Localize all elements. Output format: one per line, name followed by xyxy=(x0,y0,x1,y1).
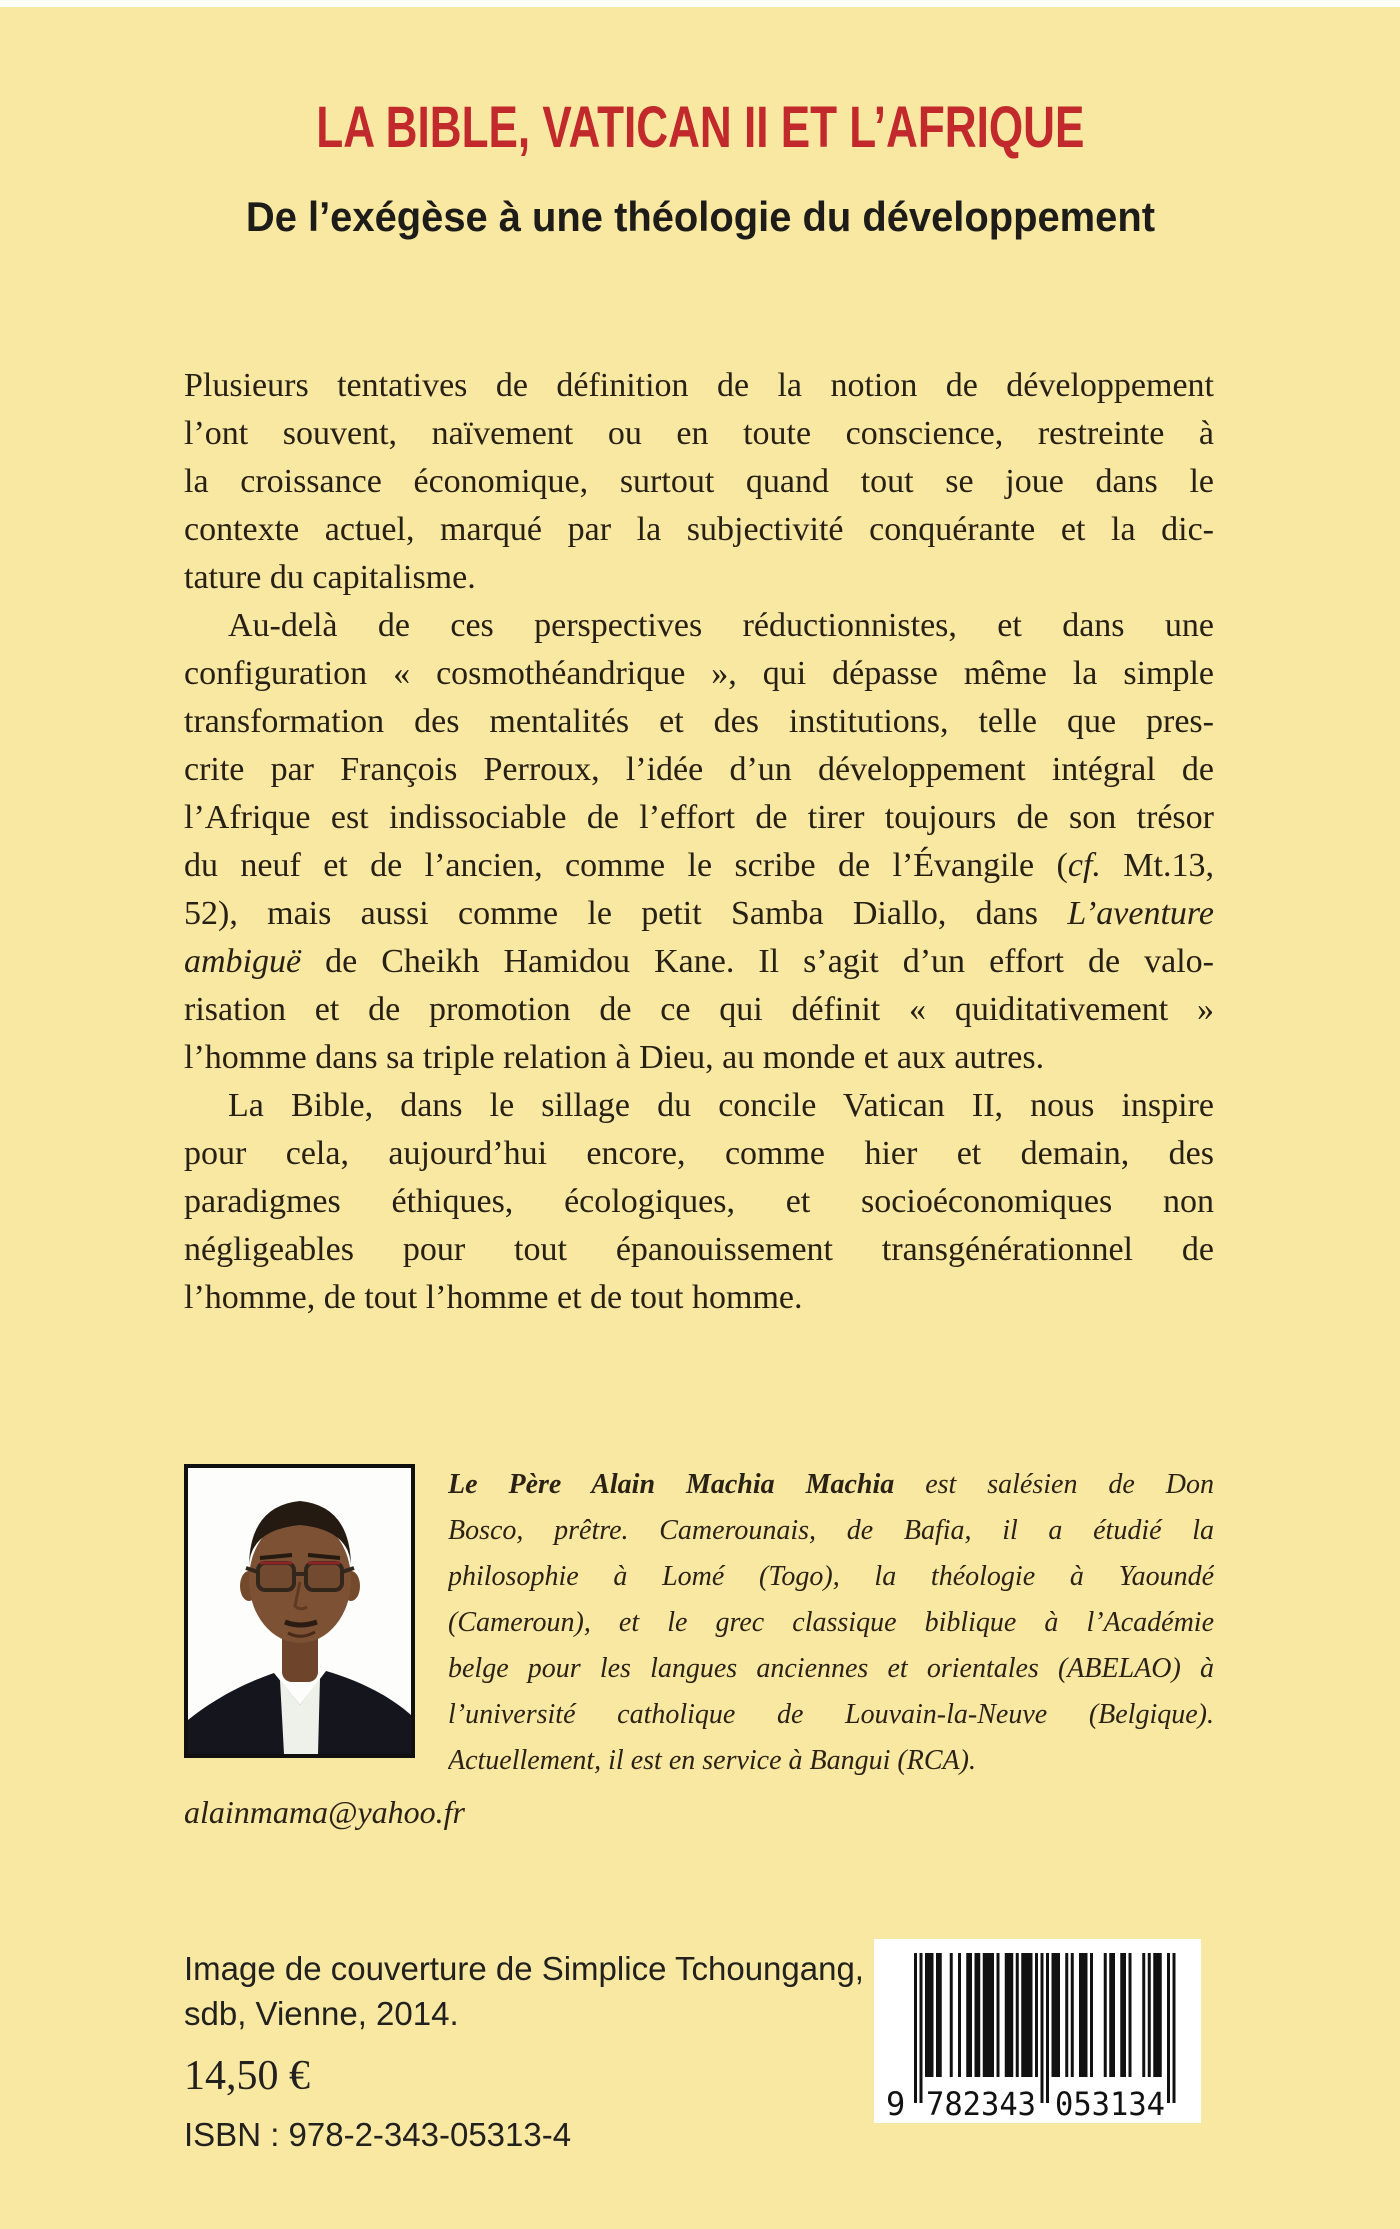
text-segment: l’université catholique de Louvain-la-Neuve (Belgique). xyxy=(448,1699,1214,1730)
text-line xyxy=(448,1554,1214,1600)
credit-line-2: sdb, Vienne, 2014. xyxy=(184,1995,459,2032)
text-line xyxy=(184,794,1214,842)
text-line xyxy=(448,1462,1214,1508)
text-segment: philosophie à Lomé (Togo), la théologie à Yaoundé xyxy=(448,1561,1214,1592)
text-line xyxy=(184,698,1214,746)
text-segment: Bosco, prêtre. Camerounais, de Bafia, il a étudié la xyxy=(448,1515,1214,1546)
text-segment: l’Afrique est indissociable de l’effort de tirer toujours de son trésor xyxy=(184,799,1214,836)
text-segment: configuration « cosmothéandrique », qui dépasse même la simple xyxy=(184,655,1214,692)
text-segment: transformation des mentalités et des institutions, telle que pres- xyxy=(184,703,1214,740)
text-line xyxy=(448,1508,1214,1554)
book-title: LA BIBLE, VATICAN II ET L’AFRIQUE xyxy=(315,95,1085,160)
text-line xyxy=(184,1034,1214,1082)
text-line xyxy=(184,650,1214,698)
text-segment: ambiguë xyxy=(184,943,302,980)
text-segment: Au-delà de ces perspectives réductionnistes, et dans une xyxy=(228,607,1214,644)
isbn-number: ISBN : 978-2-343-05313-4 xyxy=(184,2116,572,2153)
text-line xyxy=(448,1692,1214,1738)
text-segment: risation et de promotion de ce qui définit « quiditativement » xyxy=(184,991,1214,1028)
author-photo xyxy=(184,1464,415,1758)
price: 14,50 € xyxy=(184,2053,310,2099)
scan-edge xyxy=(0,0,1400,7)
text-segment: négligeables pour tout épanouissement transgénérationnel de xyxy=(184,1231,1214,1268)
text-line xyxy=(184,1274,1214,1322)
text-segment: Mt.13, xyxy=(1100,847,1214,884)
text-segment: La Bible, dans le sillage du concile Vatican II, nous inspire xyxy=(228,1087,1214,1124)
book-subtitle: De l’exégèse à une théologie du développement xyxy=(245,193,1155,240)
text-segment: paradigmes éthiques, écologiques, et socioéconomiques non xyxy=(184,1183,1214,1220)
text-line xyxy=(184,554,1214,602)
text-line xyxy=(184,938,1214,986)
text-line xyxy=(184,842,1214,890)
cover-image-credit xyxy=(184,1946,864,2036)
text-line xyxy=(448,1646,1214,1692)
text-segment: Le Père Alain Machia Machia xyxy=(448,1469,895,1500)
text-line xyxy=(184,1082,1214,1130)
text-line xyxy=(184,506,1214,554)
text-line xyxy=(448,1600,1214,1646)
text-line xyxy=(184,602,1214,650)
text-segment: est salésien de Don xyxy=(894,1469,1214,1500)
barcode-digits-left: 782343 xyxy=(926,2085,1036,2123)
text-segment: tature du capitalisme. xyxy=(184,559,476,596)
text-line xyxy=(184,458,1214,506)
text-segment: cf. xyxy=(1067,847,1101,884)
barcode-svg xyxy=(874,1939,1201,2123)
text-segment: Plusieurs tentatives de définition de la notion de développement xyxy=(184,367,1214,404)
body-text xyxy=(184,362,1214,1322)
author-email: alainmama@yahoo.fr xyxy=(184,1794,465,1830)
barcode xyxy=(874,1939,1201,2123)
barcode-digits-right: 053134 xyxy=(1055,2085,1165,2123)
text-line xyxy=(448,1738,1214,1784)
text-segment: Actuellement, il est en service à Bangui (RCA). xyxy=(448,1745,976,1776)
author-photo-illustration xyxy=(188,1468,411,1754)
text-segment: contexte actuel, marqué par la subjectivité conquérante et la dic- xyxy=(184,511,1214,548)
text-segment: (Cameroun), et le grec classique biblique à l’Académie xyxy=(448,1607,1214,1638)
text-line xyxy=(184,986,1214,1034)
text-line xyxy=(184,410,1214,458)
text-segment: la croissance économique, surtout quand tout se joue dans le xyxy=(184,463,1214,500)
text-line xyxy=(184,890,1214,938)
text-segment: de Cheikh Hamidou Kane. Il s’agit d’un effort de valo- xyxy=(301,943,1214,980)
text-segment: du neuf et de l’ancien, comme le scribe de l’Évangile ( xyxy=(184,847,1068,884)
author-bio xyxy=(448,1462,1214,1784)
text-segment: pour cela, aujourd’hui encore, comme hier et demain, des xyxy=(184,1135,1214,1172)
text-line xyxy=(184,362,1214,410)
text-segment: l’homme dans sa triple relation à Dieu, au monde et aux autres. xyxy=(184,1039,1045,1076)
text-line xyxy=(184,1226,1214,1274)
text-line xyxy=(184,1178,1214,1226)
text-line xyxy=(184,1130,1214,1178)
text-segment: 52), mais aussi comme le petit Samba Diallo, dans xyxy=(184,895,1068,932)
text-segment: belge pour les langues anciennes et orientales (ABELAO) à xyxy=(448,1653,1214,1684)
credit-line-1: Image de couverture de Simplice Tchoungang, xyxy=(184,1950,864,1987)
text-segment: crite par François Perroux, l’idée d’un développement intégral de xyxy=(184,751,1214,788)
barcode-digit-lead: 9 xyxy=(886,2085,906,2123)
text-segment: l’ont souvent, naïvement ou en toute conscience, restreinte à xyxy=(184,415,1214,452)
text-segment: L’aventure xyxy=(1067,895,1214,932)
text-line xyxy=(184,746,1214,794)
text-segment: l’homme, de tout l’homme et de tout homme. xyxy=(184,1279,803,1316)
